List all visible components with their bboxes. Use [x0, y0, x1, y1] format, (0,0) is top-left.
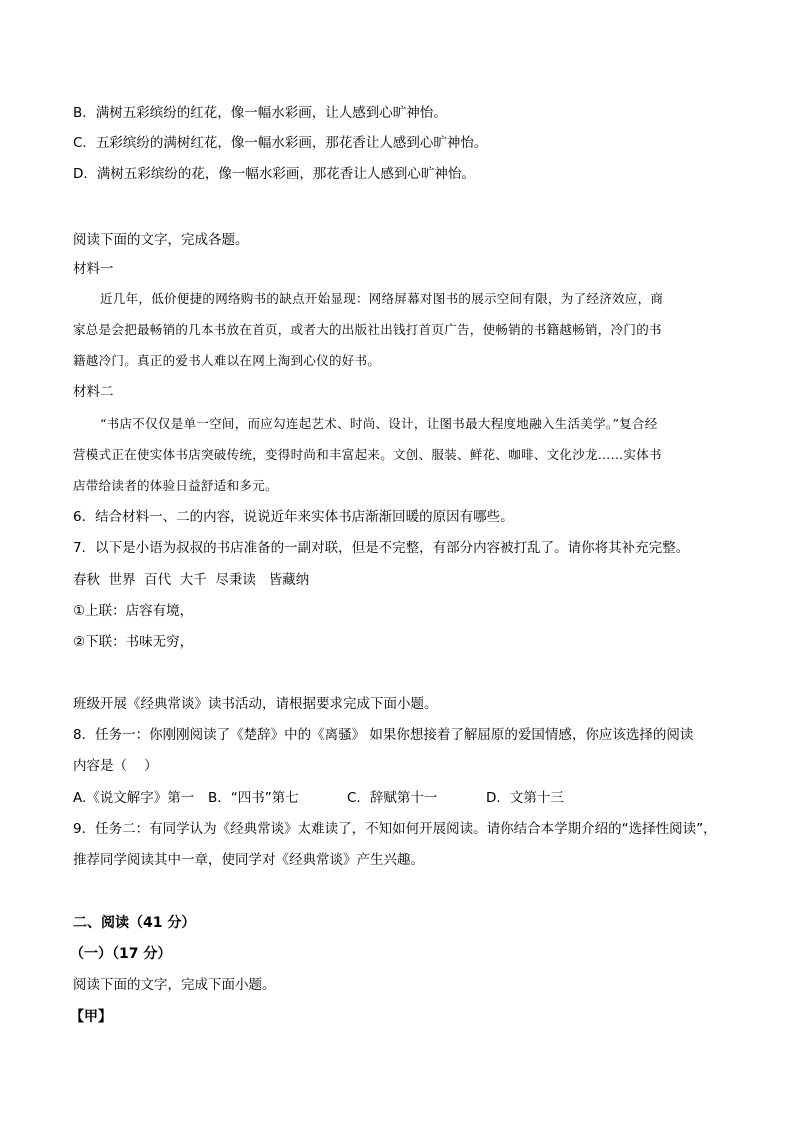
option-c: C．五彩缤纷的满树红花，像一幅水彩画，那花香让人感到心旷神怡。	[73, 135, 488, 151]
material-2-line: “书店不仅仅是单一空间，而应勾连起艺术、时尚、设计，让图书最大程度地融入生活美学。”复合经	[100, 416, 658, 431]
material-2-line: 店带给读者的体验日益舒适和多元。	[73, 478, 278, 493]
option-d: D．文第十三	[486, 790, 564, 806]
option-b: B．“四书”第七	[208, 790, 299, 806]
material-1-title: 材料一	[73, 261, 114, 277]
passage-label: 【甲】	[70, 1009, 112, 1025]
subsection-title: （一）（17 分）	[70, 946, 172, 962]
section-title: 二、阅读（41 分）	[73, 915, 196, 931]
question-8-line-1: 8．任务一：你刚刚阅读了《楚辞》中的《离骚》 如果你想接着了解屈原的爱国情感，你应该选择的阅读	[73, 727, 694, 743]
couplet-upper: ①上联：店容有境，	[73, 603, 194, 619]
option-d: D．满树五彩缤纷的花，像一幅水彩画，那花香让人感到心旷神怡。	[73, 166, 475, 182]
option-b: B．满树五彩缤纷的红花，像一幅水彩画，让人感到心旷神怡。	[73, 105, 447, 121]
material-1-line: 籍越冷门。真正的爱书人难以在网上淘到心仪的好书。	[73, 353, 381, 368]
option-a: A.《说文解字》第一	[73, 790, 195, 806]
question-9-line-2: 推荐同学阅读其中一章，使同学对《经典常谈》产生兴趣。	[73, 852, 424, 868]
question-8-line-2: 内容是（ ）	[73, 758, 158, 774]
couplet-word-bank: 春秋 世界 百代 大千 尽秉读 皆藏纳	[73, 572, 310, 588]
material-1-line: 近几年，低价便捷的网络购书的缺点开始显现：网络屏幕对图书的展示空间有限，为了经济效应，商	[100, 291, 664, 306]
section-intro: 阅读下面的文字，完成下面小题。	[73, 977, 276, 993]
question-6: 6．结合材料一、二的内容，说说近年来实体书店渐渐回暖的原因有哪些。	[73, 509, 514, 525]
material-2-line: 营模式正在使实体书店突破传统，变得时尚和丰富起来。文创、服装、鲜花、咖啡、文化沙龙……实体书	[73, 447, 662, 462]
question-7: 7．以下是小语为叔叔的书店准备的一副对联，但是不完整，有部分内容被打乱了。请你将其补充完整。	[73, 540, 690, 556]
couplet-lower: ②下联：书味无穷，	[73, 634, 194, 650]
question-9-line-1: 9．任务二：有同学认为《经典常谈》太难读了，不知如何开展阅读。请你结合本学期介绍的“选择性阅读”，	[73, 821, 717, 837]
activity-intro: 班级开展《经典常谈》读书活动，请根据要求完成下面小题。	[73, 696, 438, 712]
option-c: C．辞赋第十一	[347, 790, 438, 806]
material-1-line: 家总是会把最畅销的几本书放在首页，或者大的出版社出钱打首页广告，使畅销的书籍越畅销，冷门的书	[73, 322, 662, 337]
reading-intro: 阅读下面的文字，完成各题。	[73, 232, 249, 248]
material-2-title: 材料二	[73, 384, 114, 400]
